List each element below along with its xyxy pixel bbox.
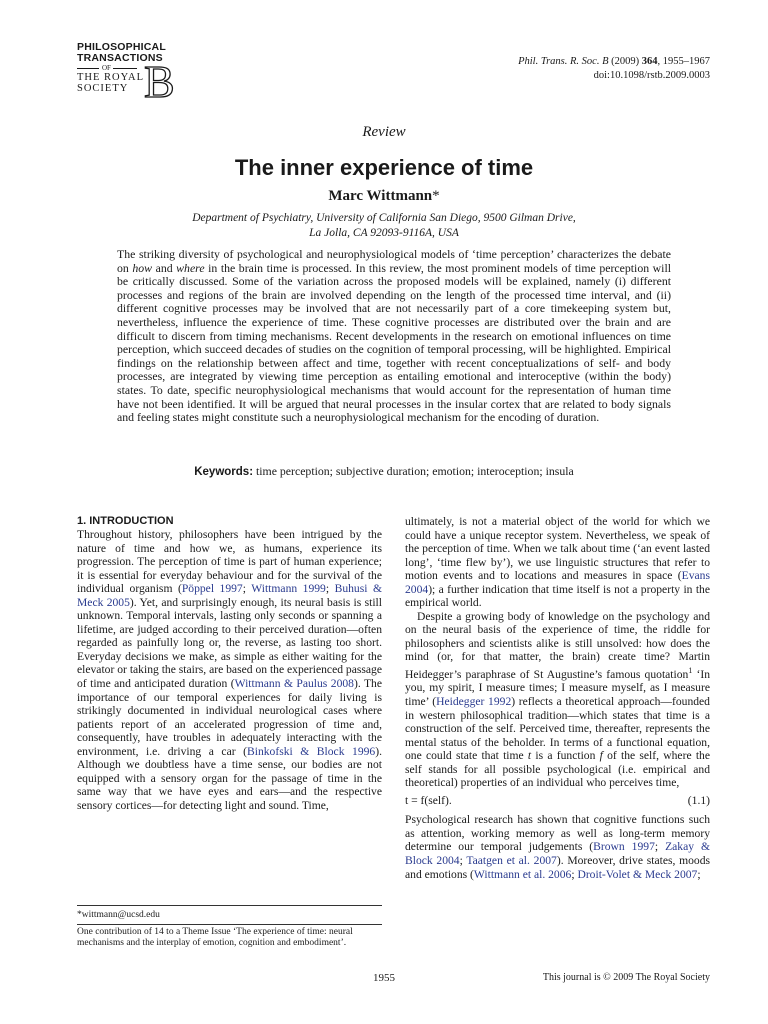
body-text: ) reflects a theoretical approach—founded in western philosophical tradition—which states that time is a construction of the self. Perceived time, thereafter, represents the mental status of the beholder. In terms of a functional equation, one could state that time xyxy=(405,694,710,763)
logo-letter-b: B xyxy=(144,56,175,107)
body-text: ). Yet, and surprisingly enough, its neural basis is still unknown. Temporal intervals, lasting only seconds or spanning a lifetime, are judged according to their perceived duration—often regarded as painfully long or, the reverse, as lasting too short. Everyday decisions we make, as simple as either waiting for the elevator or taking the stairs, are based on the experienced passage of time and anticipated duration ( xyxy=(77,595,382,691)
citation-link[interactable]: Binkofski & Block 1996 xyxy=(246,744,376,758)
citation-link[interactable]: Zakay & Block 2004 xyxy=(405,840,711,867)
body-text: ; xyxy=(697,867,701,881)
body-text: ; xyxy=(459,853,467,867)
keywords xyxy=(0,464,768,479)
body-text: ; xyxy=(325,582,335,596)
page-number: 1955 xyxy=(373,972,395,984)
logo-line-4: THE ROYAL xyxy=(77,72,145,83)
body-text: ; xyxy=(654,840,666,854)
body-text: ). Although we doubtless have a time sense, our bodies are not equipped with a sensory organ for the passage of time in the same way that we have eyes and ears—and the respective sensory cortices—for detecting light and sound. Time, xyxy=(77,744,382,812)
body-text: ). The importance of our temporal experiences for daily living is strikingly documented in individual neurological cases where patients report of an accelerated progression of time and, consequently, have troubles in adequately interacting with the environment, i.e. driving a car ( xyxy=(77,677,382,758)
citation-block xyxy=(518,55,710,83)
body-text: Psychological research has shown that cognitive functions such as attention, working memory as well as long-term memory determine our temporal judgements ( xyxy=(405,813,710,854)
citation-link[interactable]: Wittmann et al. 2006 xyxy=(473,867,572,881)
footnote-divider xyxy=(77,905,382,906)
body-text: ); a further indication that time itself is not a property in the empirical world. xyxy=(405,582,710,610)
citation-volume: 364 xyxy=(641,56,658,67)
logo-line-2: TRANSACTIONS xyxy=(77,52,163,64)
keywords-text: time perception; subjective duration; emotion; interoception; insula xyxy=(253,464,574,478)
citation-link[interactable]: Wittmann & Paulus 2008 xyxy=(234,677,354,691)
citation-year: (2009) xyxy=(611,56,640,67)
citation-link[interactable]: Evans 2004 xyxy=(405,569,710,596)
citation-link[interactable]: Taatgen et al. 2007 xyxy=(466,853,557,867)
abstract-emphasis-how: how xyxy=(132,260,153,275)
body-text: ; xyxy=(571,867,578,881)
math-var-t: t xyxy=(527,749,532,763)
equation xyxy=(405,794,710,808)
citation-link[interactable]: Wittmann 1999 xyxy=(251,582,326,596)
body-text: ‘In you, my spirit, I measure times; I measure myself, as I measure time’ ( xyxy=(405,667,710,708)
author-name: Marc Wittmann xyxy=(328,188,433,204)
citation-link[interactable]: Heidegger 1992 xyxy=(436,694,512,708)
footnote-email[interactable]: *wittmann@ucsd.edu xyxy=(77,910,160,920)
logo-line-1: PHILOSOPHICAL xyxy=(77,41,166,53)
logo-line-5: SOCIETY xyxy=(77,83,129,94)
article-title: The inner experience of time xyxy=(234,155,534,180)
journal-logo xyxy=(77,41,177,107)
paragraph xyxy=(77,528,382,812)
abstract-text: The striking diversity of psychological and neurophysiological models of ‘time perception’ characterizes the debate on xyxy=(117,247,671,275)
copyright: This journal is © 2009 The Royal Society xyxy=(542,972,710,983)
abstract xyxy=(117,248,671,425)
affiliation-line-1: Department of Psychiatry, University of California San Diego, 9500 Gilman Drive, xyxy=(192,212,576,224)
body-text: ; xyxy=(242,582,252,596)
footnote-divider xyxy=(77,924,382,925)
math-var-f: f xyxy=(599,749,603,763)
abstract-emphasis-where: where xyxy=(176,260,205,275)
author-mark: * xyxy=(432,188,440,204)
body-text: Despite a growing body of knowledge on the psychology and on the neural basis of the experience of time, the riddle for philosophers and scientists alike is still unsolved: how does the mind (or, for that matter, the brain) create time? Martin Heidegger’s paraphrase of St Augustine’s famous quotation xyxy=(405,609,710,681)
body-text: ). Moreover, drive states, moods and emotions ( xyxy=(405,853,711,881)
paragraph xyxy=(405,515,710,610)
section-heading: 1. INTRODUCTION xyxy=(77,515,174,527)
equation-expression: t = f(self). xyxy=(405,793,452,807)
journal-name: Phil. Trans. R. Soc. B xyxy=(518,56,609,67)
citation-pages: , 1955–1967 xyxy=(657,56,710,67)
body-text: is a function xyxy=(531,749,600,763)
keywords-label: Keywords: xyxy=(194,466,254,478)
article-type: Review xyxy=(362,124,406,140)
author-line xyxy=(0,188,768,205)
citation-link[interactable]: Droit-Volet & Meck 2007 xyxy=(577,867,698,881)
affiliation xyxy=(150,211,618,241)
logo-line-3: OF xyxy=(77,64,177,72)
right-column xyxy=(405,515,710,881)
left-column xyxy=(77,515,382,812)
body-text: ultimately, is not a material object of the world for which we could have a unique receptor system. Nevertheless, we speak of the perception of time. When we talk about time (‘an event lasted long’, ‘time flew by’), we use linguistic structures that refer to motion events and to locations and measures in space ( xyxy=(405,515,710,583)
citation-link[interactable]: Pöppel 1997 xyxy=(181,582,243,596)
abstract-text: and xyxy=(152,260,177,275)
abstract-text: in the brain time is processed. In this review, the most prominent models of time perception will be critically discussed. Some of the variation across the proposed models will be explained, namely (i) different processes and regions of the brain are involved depending on the length of the processed time interval, and (ii) different cognitive processes may be involved that are not necessarily part of a core timekeeping system but, nevertheless, influence the experience of time. These cognitive processes are distributed over the brain and are difficult to discern from timing mechanisms. Recent developments in the research on emotional influences on time perception, which succeed decades of studies on the cognition of temporal processing, will be highlighted. Empirical findings on the relationship between affect and time, together with recent conceptualizations of self- and body processes, are integrated by viewing time perception as entailing emotional and interoceptive (within the body) states. To date, specific neurophysiological mechanisms that would account for the representation of human time have not been identified. It will be argued that neural processes in the insular cortex that are related to body signals and feeling states might constitute such a neurophysiological mechanism for the encoding of duration. xyxy=(117,260,672,425)
doi[interactable]: doi:10.1098/rstb.2009.0003 xyxy=(593,70,710,81)
footnote-marker[interactable]: 1 xyxy=(688,666,693,676)
equation-number: (1.1) xyxy=(687,793,710,807)
body-text: Throughout history, philosophers have been intrigued by the nature of time and how we, as humans, experience its progression. The perception of time is part of human experience; it is essential for everyday behaviour and for the survival of the individual organism ( xyxy=(77,528,382,596)
citation-link[interactable]: Buhusi & Meck 2005 xyxy=(77,582,382,609)
paragraph xyxy=(405,610,710,790)
body-text: of the self, where the self stands for all possible psychological (i.e. empirical and theoretical) properties of an individual who perceives time, xyxy=(405,749,710,790)
footnote-contribution: One contribution of 14 to a Theme Issue ‘The experience of time: neural mechanisms and the interplay of emotion, cognition and embodiment’. xyxy=(77,927,353,948)
affiliation-line-2: La Jolla, CA 92093-9116A, USA xyxy=(309,227,459,239)
paragraph xyxy=(405,813,710,881)
citation-line xyxy=(518,55,710,69)
citation-link[interactable]: Brown 1997 xyxy=(593,840,655,854)
